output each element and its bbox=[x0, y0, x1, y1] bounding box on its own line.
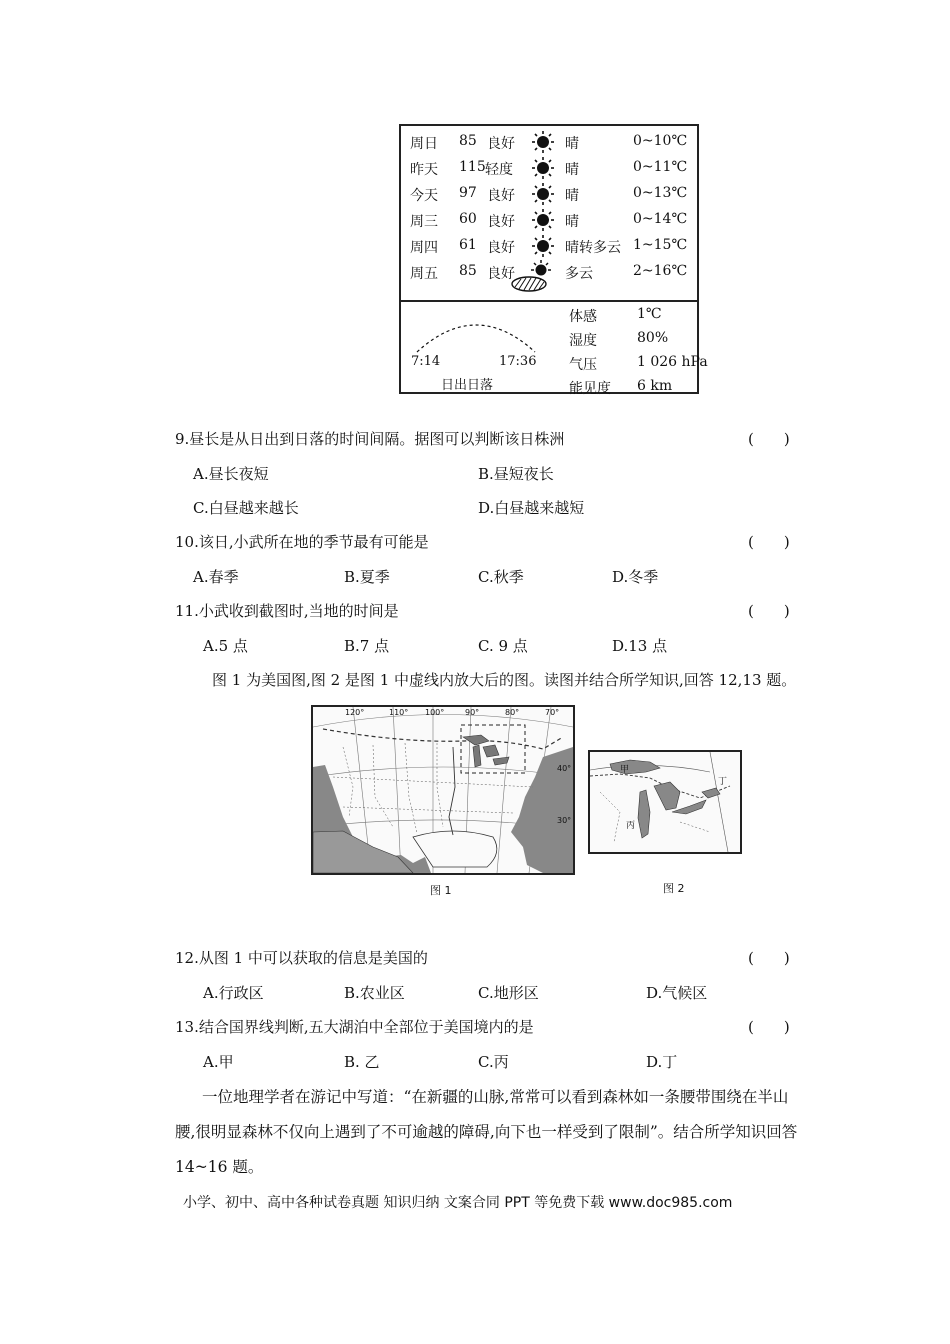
longitude-label: 120° bbox=[345, 708, 365, 717]
option-b[interactable]: B.夏季 bbox=[344, 568, 390, 586]
longitude-label: 70° bbox=[545, 708, 560, 717]
latitude-label: 40° bbox=[557, 764, 572, 773]
weather-temp: 0~11℃ bbox=[633, 159, 688, 175]
weather-condition: 晴转多云 bbox=[565, 240, 621, 256]
question-13: 13.结合国界线判断,五大湖泊中全部位于美国境内的是 bbox=[175, 1018, 534, 1036]
option-c[interactable]: C. 9 点 bbox=[478, 637, 528, 655]
weather-temp: 0~14℃ bbox=[633, 211, 688, 227]
latitude-label: 30° bbox=[557, 816, 572, 825]
question-12: 12.从图 1 中可以获取的信息是美国的 bbox=[175, 949, 428, 967]
weather-condition: 晴 bbox=[565, 214, 579, 230]
humidity-label: 湿度 bbox=[569, 333, 597, 349]
longitude-label: 90° bbox=[465, 708, 480, 717]
sunrise-sunset-label: 日出日落 bbox=[441, 378, 494, 393]
question-9: 9.昼长是从日出到日落的时间间隔。据图可以判断该日株洲 bbox=[175, 430, 565, 448]
option-b[interactable]: B.7 点 bbox=[344, 637, 390, 655]
figure-2-caption: 图 2 bbox=[663, 882, 685, 895]
weather-temp: 2~16℃ bbox=[633, 263, 688, 279]
weather-aqi: 115 bbox=[459, 159, 486, 175]
option-c[interactable]: C.秋季 bbox=[478, 568, 524, 586]
option-b[interactable]: B. 乙 bbox=[344, 1053, 380, 1071]
weather-quality: 良好 bbox=[487, 240, 515, 256]
weather-row bbox=[401, 182, 697, 208]
question-10: 10.该日,小武所在地的季节最有可能是 bbox=[175, 533, 429, 551]
weather-condition: 晴 bbox=[565, 188, 579, 204]
weather-row bbox=[401, 234, 697, 260]
longitude-label: 80° bbox=[505, 708, 520, 717]
weather-day: 周四 bbox=[410, 240, 438, 256]
weather-temp: 1~15℃ bbox=[633, 237, 688, 253]
sunset-time: 17:36 bbox=[499, 354, 537, 369]
intro-14-16-line-3: 14~16 题。 bbox=[175, 1158, 264, 1176]
visibility-label: 能见度 bbox=[569, 381, 611, 397]
lake-label-ding: 丁 bbox=[718, 777, 728, 787]
sunrise-time: 7:14 bbox=[411, 354, 441, 369]
feels-like-label: 体感 bbox=[569, 309, 597, 325]
weather-condition: 多云 bbox=[565, 266, 593, 282]
humidity-value: 80% bbox=[637, 330, 669, 346]
weather-quality: 良好 bbox=[487, 188, 515, 204]
feels-like-value: 1℃ bbox=[637, 306, 662, 322]
option-b[interactable]: B.农业区 bbox=[344, 984, 405, 1002]
sun-icon bbox=[531, 156, 555, 184]
weather-row bbox=[401, 156, 697, 182]
weather-aqi: 97 bbox=[459, 185, 477, 201]
option-d[interactable]: D.气候区 bbox=[646, 984, 708, 1002]
answer-blank[interactable]: ( ) bbox=[748, 533, 790, 551]
usa-map-figure-1 bbox=[311, 705, 575, 875]
answer-blank[interactable]: ( ) bbox=[748, 602, 790, 620]
weather-divider bbox=[401, 300, 697, 302]
option-a[interactable]: A.春季 bbox=[193, 568, 239, 586]
weather-quality: 良好 bbox=[487, 214, 515, 230]
weather-aqi: 85 bbox=[459, 133, 477, 149]
longitude-label: 100° bbox=[425, 708, 445, 717]
option-d[interactable]: D.白昼越来越短 bbox=[478, 499, 585, 517]
option-b[interactable]: B.昼短夜长 bbox=[478, 465, 554, 483]
great-lakes-map-figure-2 bbox=[588, 750, 742, 854]
intro-14-16-line-2: 腰,很明显森林不仅向上遇到了不可逾越的障碍,向下也一样受到了限制”。结合所学知识回答 bbox=[175, 1123, 798, 1141]
pressure-label: 气压 bbox=[569, 357, 597, 373]
figure-1-caption: 图 1 bbox=[430, 884, 452, 897]
weather-quality: 良好 bbox=[487, 136, 515, 152]
option-c[interactable]: C.地形区 bbox=[478, 984, 539, 1002]
sun-icon bbox=[531, 130, 555, 158]
answer-blank[interactable]: ( ) bbox=[748, 430, 790, 448]
weather-temp: 0~13℃ bbox=[633, 185, 688, 201]
weather-aqi: 61 bbox=[459, 237, 477, 253]
weather-aqi: 85 bbox=[459, 263, 477, 279]
weather-condition: 晴 bbox=[565, 162, 579, 178]
question-11: 11.小武收到截图时,当地的时间是 bbox=[175, 602, 399, 620]
lake-label-jia: 甲 bbox=[620, 765, 630, 775]
answer-blank[interactable]: ( ) bbox=[748, 949, 790, 967]
option-d[interactable]: D.丁 bbox=[646, 1053, 678, 1071]
weather-row bbox=[401, 260, 697, 286]
option-a[interactable]: A.昼长夜短 bbox=[193, 465, 269, 483]
weather-day: 昨天 bbox=[410, 162, 438, 178]
sun-arc bbox=[411, 308, 541, 356]
weather-quality: 轻度 bbox=[485, 162, 513, 178]
weather-day: 今天 bbox=[410, 188, 438, 204]
cloud-sun-icon bbox=[509, 260, 555, 298]
weather-day: 周三 bbox=[410, 214, 438, 230]
weather-condition: 晴 bbox=[565, 136, 579, 152]
pressure-value: 1 026 hPa bbox=[637, 354, 708, 370]
weather-row bbox=[401, 130, 697, 156]
option-a[interactable]: A.行政区 bbox=[203, 984, 264, 1002]
sun-icon bbox=[531, 182, 555, 210]
option-c[interactable]: C.丙 bbox=[478, 1053, 509, 1071]
sun-icon bbox=[531, 234, 555, 262]
visibility-value: 6 km bbox=[637, 378, 673, 394]
lake-label-bing: 丙 bbox=[626, 821, 636, 831]
option-c[interactable]: C.白昼越来越长 bbox=[193, 499, 299, 517]
option-d[interactable]: D.13 点 bbox=[612, 637, 668, 655]
weather-panel bbox=[399, 124, 708, 397]
longitude-label: 110° bbox=[389, 708, 409, 717]
option-d[interactable]: D.冬季 bbox=[612, 568, 659, 586]
weather-temp: 0~10℃ bbox=[633, 133, 688, 149]
answer-blank[interactable]: ( ) bbox=[748, 1018, 790, 1036]
weather-quality: 良好 bbox=[487, 266, 515, 282]
intro-12-13: 图 1 为美国图,图 2 是图 1 中虚线内放大后的图。读图并结合所学知识,回答 12,13 题。 bbox=[212, 671, 797, 689]
weather-aqi: 60 bbox=[459, 211, 477, 227]
weather-day: 周五 bbox=[410, 266, 438, 282]
weather-row bbox=[401, 208, 697, 234]
intro-14-16-line-1: 一位地理学者在游记中写道：“在新疆的山脉,常常可以看到森林如一条腰带围绕在半山 bbox=[202, 1088, 789, 1106]
option-a[interactable]: A.5 点 bbox=[203, 637, 248, 655]
footer-watermark: 小学、初中、高中各种试卷真题 知识归纳 文案合同 PPT 等免费下载 www.doc985.com bbox=[183, 1195, 733, 1211]
sun-icon bbox=[531, 208, 555, 236]
option-a[interactable]: A.甲 bbox=[203, 1053, 234, 1071]
weather-day: 周日 bbox=[410, 136, 438, 152]
